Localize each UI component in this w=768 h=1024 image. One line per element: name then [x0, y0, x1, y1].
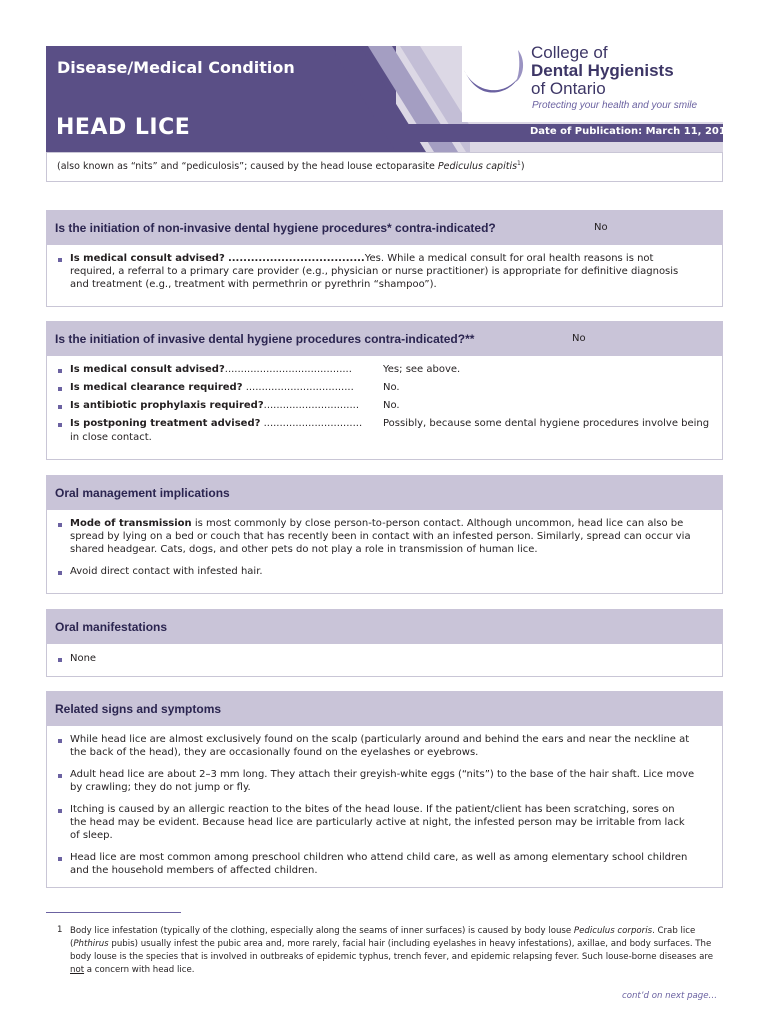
bullet-icon — [58, 387, 62, 391]
invasive-clearance-question: Is medical clearance required? .................................. — [70, 382, 354, 393]
sign-4-line2: and the household members of affected children. — [70, 865, 318, 876]
sign-4-line1: Head lice are most common among preschool children who attend child care, as well as among elementary school children — [70, 852, 688, 863]
avoid-contact: Avoid direct contact with infested hair. — [70, 566, 263, 577]
non-invasive-consult: Is medical consult advised? ....................................Yes. While a medical consult for oral health reasons is not — [70, 253, 654, 264]
bullet-icon — [58, 658, 62, 662]
document-category: Disease/Medical Condition — [57, 58, 295, 77]
org-tagline: Protecting your health and your smile — [532, 100, 698, 111]
sign-1-line2: the back of the head), they are occasionally found on the eyelashes or eyebrows. — [70, 747, 479, 758]
continued-note: cont’d on next page… — [622, 991, 718, 1001]
non-invasive-consult-line3: and treatment (e.g., treatment with permethrin or pyrethrin “shampoo”). — [70, 279, 437, 290]
invasive-answer: No — [572, 333, 586, 344]
aka-text: (also known as “nits” and “pediculosis”; caused by the head louse ectoparasite Pediculus capitis$^1$) — [57, 160, 525, 173]
oral-manifestations-title: Oral manifestations — [55, 620, 168, 634]
non-invasive-question: Is the initiation of non-invasive dental hygiene procedures* contra-indicated? — [55, 221, 496, 235]
sign-3-line3: of sleep. — [70, 830, 113, 841]
page-title: HEAD LICE — [56, 115, 191, 140]
invasive-postpone-cont: in close contact. — [70, 432, 152, 443]
bullet-icon — [58, 423, 62, 427]
footnote-number: 1 — [57, 925, 63, 935]
invasive-postpone-question: Is postponing treatment advised? ............................... — [70, 418, 363, 429]
sign-2-line2: by crawling; they do not jump or fly. — [70, 782, 251, 793]
transmission-line1: Mode of transmission is most commonly by close person-to-person contact. Although uncommon, head lice can also be — [70, 518, 684, 529]
bullet-icon — [58, 369, 62, 373]
invasive-prophylaxis-question: Is antibiotic prophylaxis required?.............................. — [70, 400, 360, 411]
bullet-icon — [58, 809, 62, 813]
sign-1-line1: While head lice are almost exclusively found on the scalp (particularly around and behind the ears and near the neckline at — [70, 734, 690, 745]
college-logo-icon — [462, 48, 528, 100]
publication-date: Date of Publication: March 11, 2013 — [530, 126, 733, 137]
invasive-postpone-answer: Possibly, because some dental hygiene procedures involve being — [383, 418, 710, 429]
invasive-consult-answer: Yes; see above. — [383, 364, 461, 375]
invasive-question: Is the initiation of invasive dental hygiene procedures contra-indicated?** — [55, 332, 475, 346]
transmission-line2: spread by lying on a bed or couch that has recently been in contact with an infested person. Similarly, spread can occur via — [70, 531, 691, 542]
bullet-icon — [58, 405, 62, 409]
bullet-icon — [58, 857, 62, 861]
sign-2-line1: Adult head lice are about 2–3 mm long. They attach their greyish-white eggs (“nits”) to the base of the hair shaft. Lice move — [70, 769, 695, 780]
org-name-line3: of Ontario — [531, 79, 606, 98]
footnote-text: Body lice infestation (typically of the clothing, especially along the seams of inner surfaces) is caused by body louse Pediculus corporis. Crab lice (Phthirus pubis) usually infest the pubic area and, more rarely, facial hair (including eyelashes in heavy infestations), axillae, and body surfaces. The body louse is the species that is involved in outbreaks of epidemic typhus, trench fever, and epidemic relapsing fever. Such louse-borne diseases are not a concern with head lice. — [70, 926, 713, 975]
bullet-icon — [58, 774, 62, 778]
sign-3-line2: the head may be evident. Because head lice are particularly active at night, the infested person may be irritable from lack — [70, 817, 685, 828]
org-name-line1: College of — [531, 43, 608, 62]
oral-manifestations-none: None — [70, 653, 97, 664]
invasive-consult-question: Is medical consult advised?........................................ — [70, 364, 352, 375]
signs-title: Related signs and symptoms — [55, 702, 222, 716]
invasive-clearance-answer: No. — [383, 382, 400, 393]
oral-management-title: Oral management implications — [55, 486, 230, 500]
non-invasive-consult-line2: required, a referral to a primary care provider (e.g., physician or nurse practitioner) is appropriate for definitive diagnosis — [70, 266, 679, 277]
transmission-line3: shared headgear. Cats, dogs, and other pets do not play a role in transmission of human lice. — [70, 544, 538, 555]
bullet-icon — [58, 739, 62, 743]
bullet-icon — [58, 258, 62, 262]
sign-3-line1: Itching is caused by an allergic reaction to the bites of the head louse. If the patient/client has been scratching, sores on — [70, 804, 675, 815]
bullet-icon — [58, 523, 62, 527]
non-invasive-answer: No — [594, 222, 608, 233]
footnote-divider — [46, 912, 181, 913]
bullet-icon — [58, 571, 62, 575]
org-name-line2: Dental Hygienists — [531, 61, 674, 80]
invasive-prophylaxis-answer: No. — [383, 400, 400, 411]
